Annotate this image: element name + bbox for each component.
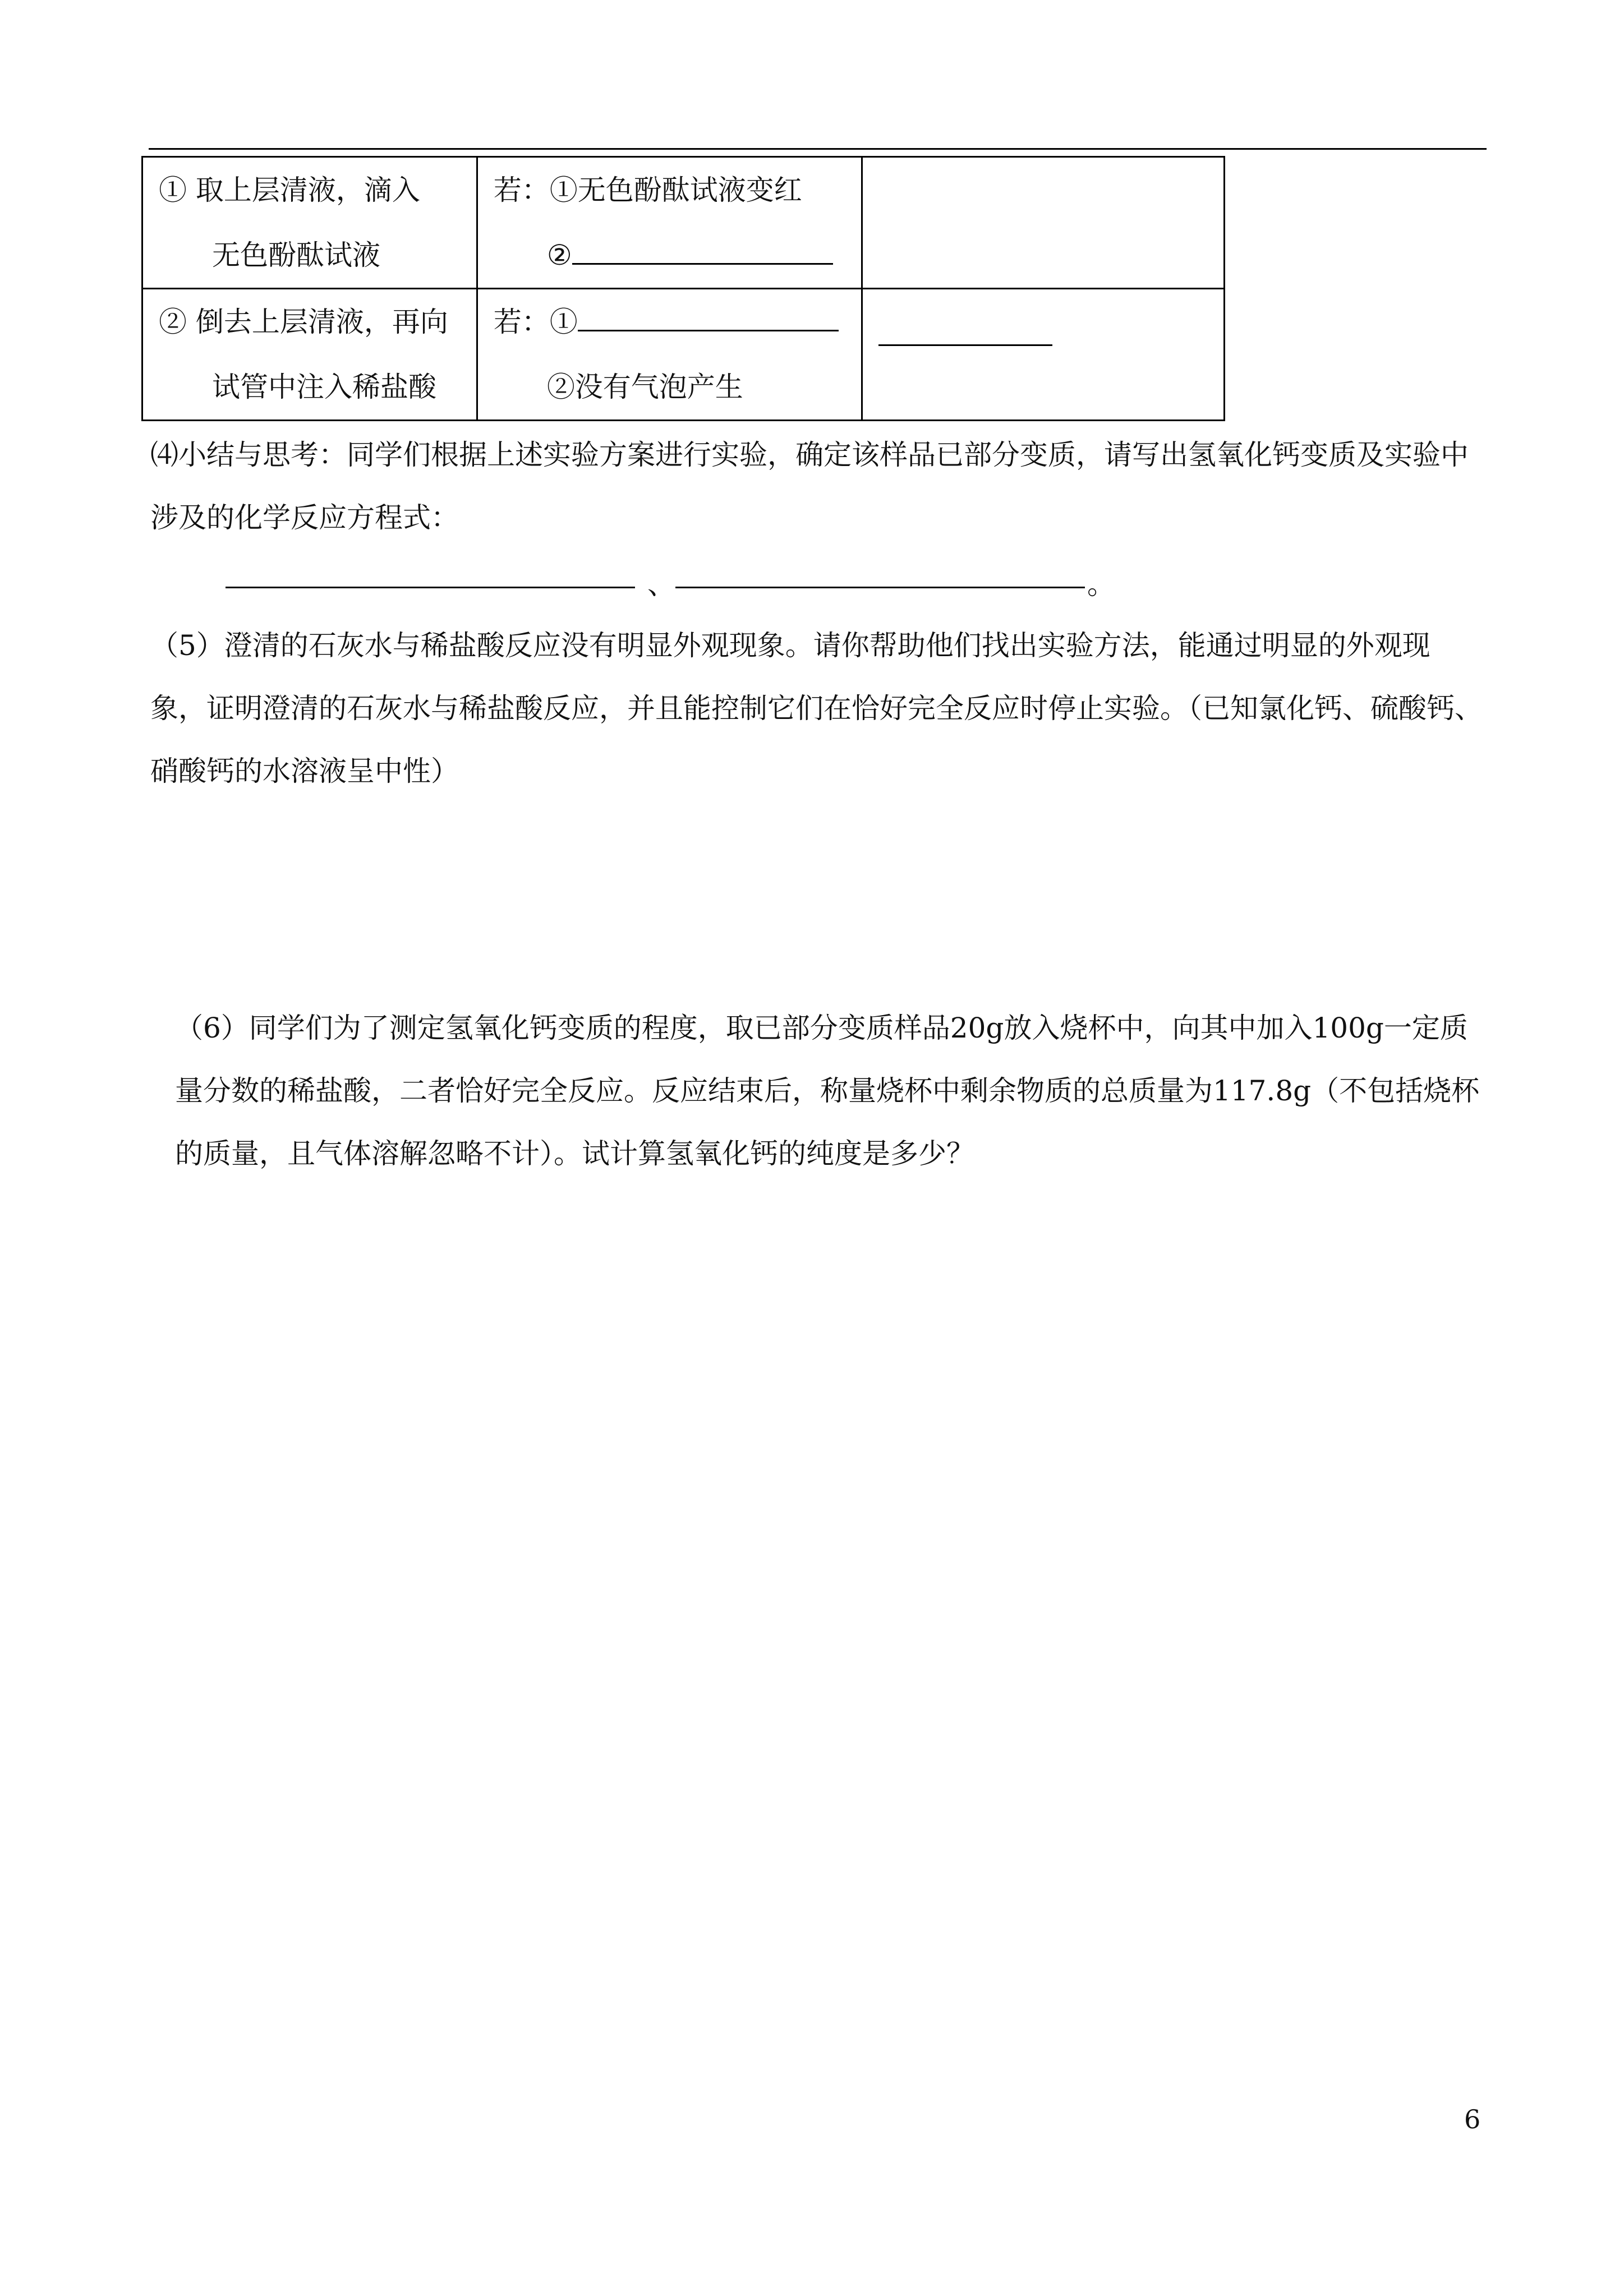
step-line: 无色酚酞试液 [212,239,380,271]
observation-cell [477,157,862,289]
table-row [142,157,1225,289]
answer-blank[interactable] [572,242,833,265]
observation-line: 若：①无色酚酞试液变红 [493,174,802,206]
conclusion-cell[interactable] [862,157,1225,289]
equation-answer-line [226,553,1516,616]
top-rule [149,148,1487,150]
equation-blank-2[interactable] [675,587,1085,588]
step-line: ② 倒去上层清液，再向 [159,306,448,338]
observation-label: 若：① [493,306,578,338]
question-5-text: （5）澄清的石灰水与稀盐酸反应没有明显外观现象。请你帮助他们找出实验方法，能通过明显的外观现象，证明澄清的石灰水与稀盐酸反应，并且能控制它们在恰好完全反应时停止实验。（已知氯化钙、硫酸钙、硝酸钙的水溶液呈中性） [150,629,1483,787]
observation-label: ② [546,239,572,271]
step-line: 试管中注入稀盐酸 [212,371,436,403]
conclusion-cell [862,289,1225,421]
conclusion-blank[interactable] [878,344,1052,346]
experiment-table [141,156,1225,421]
equation-separator: 、 [647,568,675,601]
answer-blank[interactable] [578,308,839,331]
equation-end-mark: 。 [1087,568,1115,601]
step-line: ① 取上层清液，滴入 [159,174,420,206]
step-cell [142,157,477,289]
observation-cell [477,289,862,421]
observation-line: ②没有气泡产生 [546,371,743,403]
question-4-text: ⑷小结与思考：同学们根据上述实验方案进行实验，确定该样品已部分变质，请写出氢氧化钙变质及实验中涉及的化学反应方程式： [150,439,1469,534]
page-number: 6 [1464,2104,1481,2134]
step-cell [142,289,477,421]
equation-blank-1[interactable] [226,587,635,588]
question-6-text: （6）同学们为了测定氢氧化钙变质的程度，取已部分变质样品20g放入烧杯中，向其中加入100g一定质量分数的稀盐酸，二者恰好完全反应。反应结束后，称量烧杯中剩余物质的总质量为117.8g（不包括烧杯的质量，且气体溶解忽略不计）。试计算氢氧化钙的纯度是多少？ [175,1012,1480,1170]
table-row [142,289,1225,421]
